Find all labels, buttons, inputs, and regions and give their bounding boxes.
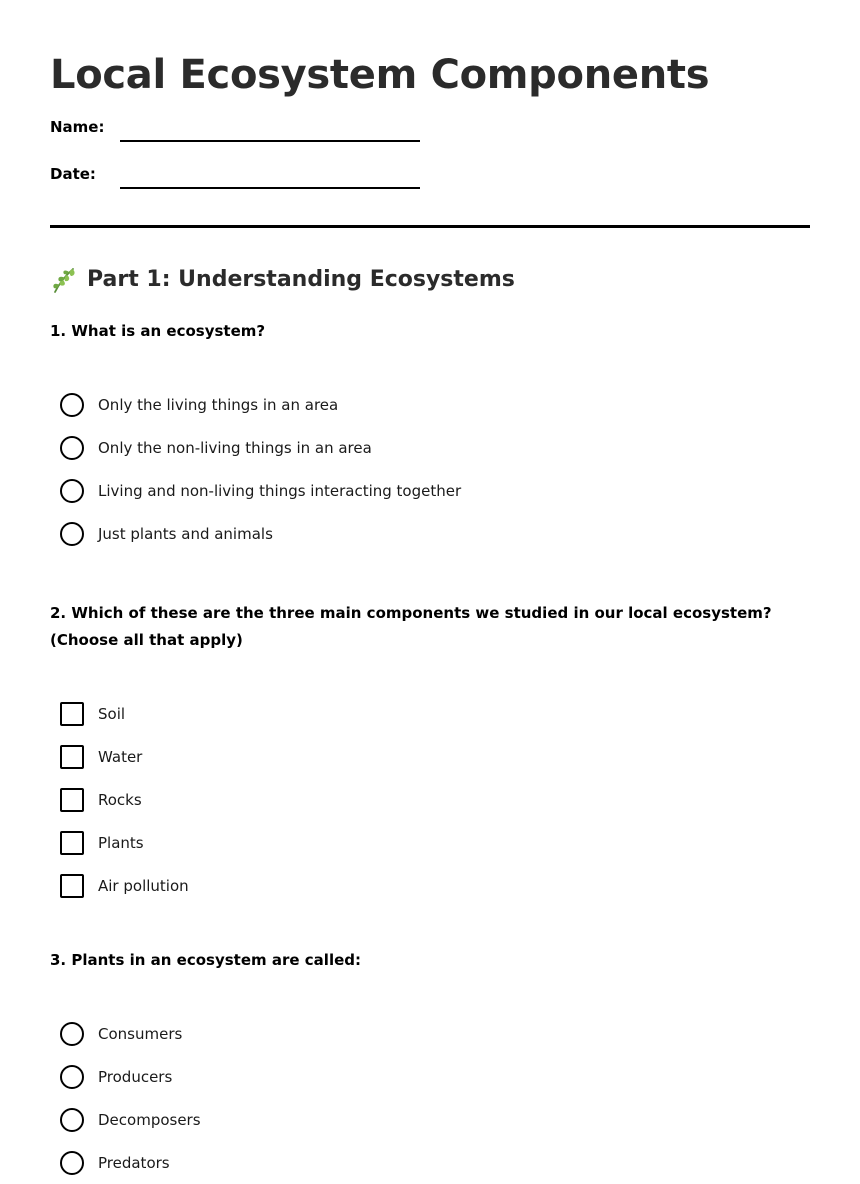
radio-button[interactable] [60, 1151, 84, 1175]
question-2-option-4[interactable] [50, 821, 810, 864]
question-1-option-4[interactable] [50, 512, 810, 555]
name-input-line[interactable] [120, 140, 420, 142]
radio-button[interactable] [60, 479, 84, 503]
option-label: Producers [98, 1067, 173, 1086]
question-3-option-4[interactable] [50, 1141, 810, 1184]
question-3-text: 3. Plants in an ecosystem are called: [50, 951, 362, 969]
option-label: Only the living things in an area [98, 395, 339, 414]
date-label: Date: [50, 165, 96, 183]
question-2-option-3[interactable] [50, 778, 810, 821]
checkbox[interactable] [60, 874, 84, 898]
name-field [50, 116, 810, 142]
question-2-options [50, 692, 810, 907]
radio-button[interactable] [60, 522, 84, 546]
option-label: Consumers [98, 1024, 183, 1043]
question-3-option-1[interactable] [50, 1012, 810, 1055]
option-label: Predators [98, 1153, 170, 1172]
question-2-option-1[interactable] [50, 692, 810, 735]
question-1-option-3[interactable] [50, 469, 810, 512]
question-3-option-3[interactable] [50, 1098, 810, 1141]
radio-button[interactable] [60, 1022, 84, 1046]
question-2-text: 2. Which of these are the three main components we studied in our local ecosystem? (Choose all that apply) [50, 604, 772, 649]
option-label: Decomposers [98, 1110, 201, 1129]
option-label: Air pollution [98, 876, 189, 895]
checkbox[interactable] [60, 702, 84, 726]
question-1-options [50, 383, 810, 555]
question-1-option-1[interactable] [50, 383, 810, 426]
option-label: Rocks [98, 790, 142, 809]
checkbox[interactable] [60, 831, 84, 855]
date-input-line[interactable] [120, 187, 420, 189]
option-label: Only the non-living things in an area [98, 438, 372, 457]
question-3-option-2[interactable] [50, 1055, 810, 1098]
option-label: Plants [98, 833, 144, 852]
header-divider [50, 225, 810, 228]
question-2-option-2[interactable] [50, 735, 810, 778]
question-1-text: 1. What is an ecosystem? [50, 322, 266, 340]
section-heading-text: Part 1: Understanding Ecosystems [87, 267, 515, 292]
option-label: Water [98, 747, 143, 766]
question-1-option-2[interactable] [50, 426, 810, 469]
checkbox[interactable] [60, 745, 84, 769]
leaf-icon [50, 266, 78, 294]
question-3-options [50, 1012, 810, 1184]
option-label: Soil [98, 704, 126, 723]
section-heading-part-1 [50, 266, 810, 294]
radio-button[interactable] [60, 1065, 84, 1089]
radio-button[interactable] [60, 1108, 84, 1132]
option-label: Living and non-living things interacting together [98, 481, 462, 500]
page-title: Local Ecosystem Components [50, 52, 710, 98]
radio-button[interactable] [60, 393, 84, 417]
date-field [50, 163, 810, 189]
option-label: Just plants and animals [98, 524, 273, 543]
question-2-option-5[interactable] [50, 864, 810, 907]
checkbox[interactable] [60, 788, 84, 812]
radio-button[interactable] [60, 436, 84, 460]
name-label: Name: [50, 118, 105, 136]
